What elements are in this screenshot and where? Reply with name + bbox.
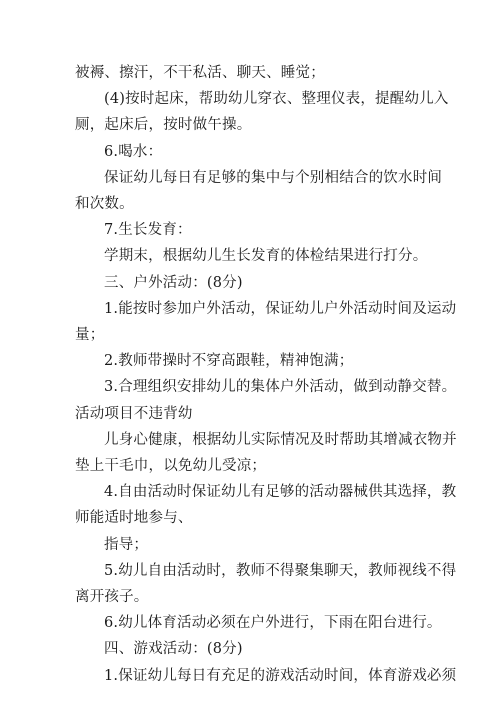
text-line: 厕，起床后，按时做午操。 (75, 117, 252, 134)
text-line: 指导； (104, 536, 149, 553)
text-line: 5.幼儿自由活动时，教师不得聚集聊天，教师视线不得 (104, 562, 457, 579)
section-heading: 四、游戏活动：(8分) (104, 641, 243, 658)
text-line: 儿身心健康，根据幼儿实际情况及时帮助其增减衣物并 (104, 431, 457, 448)
text-line: 师能适时地参与、 (75, 510, 193, 527)
section-heading: 6.喝水： (104, 143, 163, 160)
text-line: 3.合理组织安排幼儿的集体户外活动，做到动静交替。 (104, 379, 457, 396)
text-line: 垫上干毛巾，以免幼儿受凉； (75, 458, 267, 474)
text-line: 1.能按时参加户外活动，保证幼儿户外活动时间及运动 (104, 300, 457, 317)
text-line: (4)按时起床，帮助幼儿穿衣、整理仪表，提醒幼儿入 (104, 91, 449, 108)
text-line: 学期末，根据幼儿生长发育的体检结果进行打分。 (104, 248, 428, 265)
text-line: 量； (75, 327, 105, 343)
text-line: 2.教师带操时不穿高跟鞋，精神饱满； (104, 353, 354, 370)
text-line: 活动项目不违背幼 (75, 405, 193, 422)
text-line: 4.自由活动时保证幼儿有足够的活动器械供其选择，教 (104, 484, 457, 501)
text-line: 和次数。 (75, 196, 134, 212)
text-line: 被褥、擦汗，不干私活、聊天、睡觉； (75, 65, 325, 81)
text-line: 离开孩子。 (75, 589, 149, 605)
section-heading: 7.生长发育： (104, 222, 192, 239)
text-line: 保证幼儿每日有足够的集中与个别相结合的饮水时间 (104, 169, 443, 186)
text-line: 6.幼儿体育活动必须在户外进行，下雨在阳台进行。 (104, 615, 442, 632)
section-heading: 三、户外活动：(8分) (104, 274, 243, 291)
text-line: 1.保证幼儿每日有充足的游戏活动时间，体育游戏必须 (104, 667, 457, 684)
